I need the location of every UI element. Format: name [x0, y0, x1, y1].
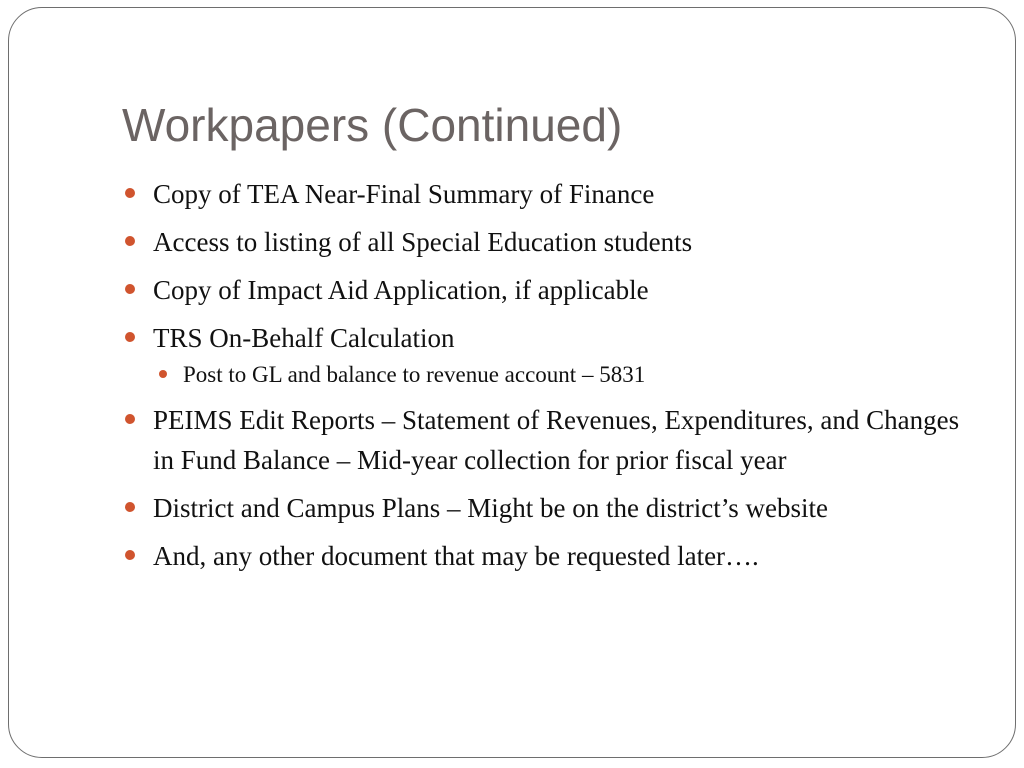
bullet-dot-icon [125, 550, 135, 560]
slide-title: Workpapers (Continued) [122, 99, 623, 151]
bullet-dot-icon [125, 284, 135, 294]
bullet-item [123, 222, 973, 262]
bullet-item [123, 174, 973, 214]
bullet-text: TRS On-Behalf Calculation [153, 323, 455, 353]
bullet-list [123, 174, 973, 584]
bullet-text: Access to listing of all Special Education students [153, 227, 693, 257]
bullet-dot-icon [125, 414, 135, 424]
sub-bullet-item [157, 358, 973, 392]
bullet-item [123, 488, 973, 528]
bullet-dot-icon [125, 332, 135, 342]
bullet-text: PEIMS Edit Reports – Statement of Revenues, Expenditures, and Changes in Fund Balance – Mid-year collection for prior fiscal year [153, 405, 960, 475]
bullet-dot-icon [125, 188, 135, 198]
sub-bullet-dot-icon [159, 370, 167, 378]
bullet-item [123, 400, 973, 480]
bullet-item [123, 536, 973, 576]
bullet-dot-icon [125, 236, 135, 246]
bullet-text: Copy of TEA Near-Final Summary of Finance [153, 179, 655, 209]
slide-frame [8, 7, 1016, 758]
bullet-text: And, any other document that may be requested later…. [153, 541, 759, 571]
bullet-text: District and Campus Plans – Might be on the district’s website [153, 493, 828, 523]
sub-bullet-text: Post to GL and balance to revenue account – 5831 [183, 362, 646, 387]
bullet-text: Copy of Impact Aid Application, if applicable [153, 275, 649, 305]
bullet-dot-icon [125, 502, 135, 512]
bullet-item [123, 318, 973, 358]
bullet-item [123, 270, 973, 310]
